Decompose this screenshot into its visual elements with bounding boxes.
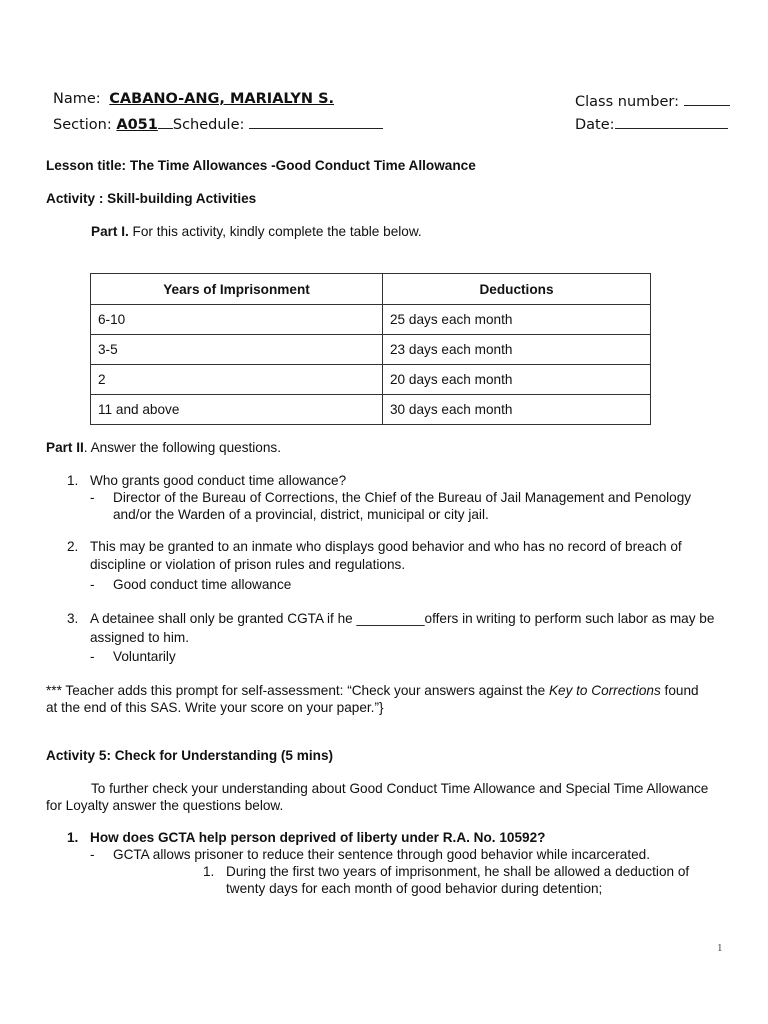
cell-deduction: 25 days each month xyxy=(383,305,651,335)
teacher-note-suffix: found xyxy=(660,683,699,698)
activity5-sub-number: 1. xyxy=(203,864,215,879)
cell-years: 11 and above xyxy=(91,395,383,425)
schedule-label: Schedule: xyxy=(172,117,245,133)
q1-dash: - xyxy=(90,490,95,505)
cell-years: 3-5 xyxy=(91,335,383,365)
table-row xyxy=(91,305,651,335)
cell-deduction: 23 days each month xyxy=(383,335,651,365)
teacher-note-prefix: *** Teacher adds this prompt for self-assessment: “Check your answers against the xyxy=(46,683,549,698)
q3-text-line1: A detainee shall only be granted CGTA if he _________offers in writing to perform such labor as may be xyxy=(90,611,715,626)
cell-years: 6-10 xyxy=(91,305,383,335)
activity5-answer: GCTA allows prisoner to reduce their sentence through good behavior while incarcerated. xyxy=(113,847,650,862)
q3-number: 3. xyxy=(67,611,79,626)
date-blank xyxy=(615,114,728,129)
part2-instruction xyxy=(46,439,281,457)
teacher-note-line1 xyxy=(46,682,699,700)
cell-deduction: 30 days each month xyxy=(383,395,651,425)
activity5-sub-line2: twenty days for each month of good behavior during detention; xyxy=(226,881,603,896)
name-label: Name: xyxy=(53,91,101,107)
activity5-intro-line1: To further check your understanding about Good Conduct Time Allowance and Special Time Allowance xyxy=(91,781,709,796)
teacher-note-line2: at the end of this SAS. Write your score on your paper.”} xyxy=(46,700,384,715)
class-number-label: Class number: xyxy=(575,94,679,110)
section-label: Section: xyxy=(53,117,112,133)
section-value: A051 xyxy=(116,117,158,133)
q3-dash: - xyxy=(90,649,95,664)
q2-number: 2. xyxy=(67,539,79,554)
lesson-title: Lesson title: The Time Allowances -Good Conduct Time Allowance xyxy=(46,158,476,173)
part1-label: Part I. xyxy=(91,224,129,239)
q2-text-line2: discipline or violation of prison rules and regulations. xyxy=(90,557,406,572)
table-row xyxy=(91,335,651,365)
part1-instruction xyxy=(91,223,422,241)
activity5-sub-line1: During the first two years of imprisonment, he shall be allowed a deduction of xyxy=(226,864,690,879)
activity5-dash: - xyxy=(90,847,95,862)
page-number: 1 xyxy=(717,942,723,954)
part2-text: . Answer the following questions. xyxy=(83,440,282,455)
col-header-deductions: Deductions xyxy=(383,274,651,305)
q1-answer-line2: and/or the Warden of a provincial, district, municipal or city jail. xyxy=(113,507,489,522)
activity-title: Activity : Skill-building Activities xyxy=(46,191,257,206)
table-row xyxy=(91,395,651,425)
cell-deduction: 20 days each month xyxy=(383,365,651,395)
q3-text-line2: assigned to him. xyxy=(90,630,189,645)
deductions-table xyxy=(90,273,651,425)
cell-years: 2 xyxy=(91,365,383,395)
q3-answer: Voluntarily xyxy=(113,649,176,664)
section-blank xyxy=(158,114,173,129)
class-number-blank xyxy=(684,91,730,106)
part1-text: For this activity, kindly complete the table below. xyxy=(128,224,422,239)
q1-number: 1. xyxy=(67,473,79,488)
name-line xyxy=(53,91,334,107)
q2-text-line1: This may be granted to an inmate who displays good behavior and who has no record of breach of xyxy=(90,539,682,554)
table-row xyxy=(91,365,651,395)
activity5-intro-line2: for Loyalty answer the questions below. xyxy=(46,798,284,813)
activity5-q1-number: 1. xyxy=(67,830,79,845)
q1-text: Who grants good conduct time allowance? xyxy=(90,473,347,488)
teacher-note-italic: Key to Corrections xyxy=(548,683,661,698)
section-line xyxy=(53,114,383,133)
activity5-q1-text: How does GCTA help person deprived of liberty under R.A. No. 10592? xyxy=(90,830,546,845)
date-label: Date: xyxy=(575,117,615,133)
student-name: CABANO-ANG, MARIALYN S. xyxy=(109,91,335,107)
q2-dash: - xyxy=(90,577,95,592)
class-number-line xyxy=(575,91,730,110)
date-line xyxy=(575,114,728,133)
activity5-title: Activity 5: Check for Understanding (5 mins) xyxy=(46,748,334,763)
q1-answer-line1: Director of the Bureau of Corrections, the Chief of the Bureau of Jail Management and Penology xyxy=(113,490,692,505)
table-header-row xyxy=(91,274,651,305)
q2-answer: Good conduct time allowance xyxy=(113,577,292,592)
schedule-blank xyxy=(249,114,383,129)
col-header-years: Years of Imprisonment xyxy=(91,274,383,305)
part2-label: Part II xyxy=(46,440,84,455)
